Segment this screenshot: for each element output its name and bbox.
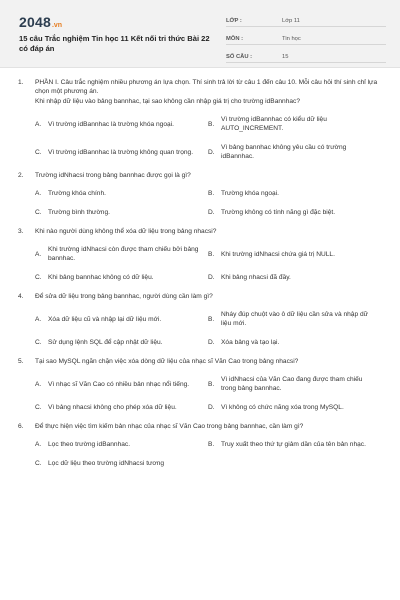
answer-option[interactable] [35,245,208,263]
option-letter: A. [35,250,42,258]
option-text: Vì bảng nhacsi không cho phép xóa dữ liệu. [48,404,177,411]
logo-number: 2048 [19,14,51,30]
option-letter: A. [35,120,42,128]
meta-value: Tin học [282,36,301,42]
answer-option[interactable] [35,403,208,412]
option-letter: B. [208,441,215,448]
question-text: Tại sao MySQL ngăn chặn việc xóa dòng dữ liệu của nhạc sĩ Văn Cao trong bảng nhacsi? [35,358,299,365]
question-number: 6. [18,423,24,430]
answer-option[interactable] [35,338,208,347]
option-text: Vì idNhacsi của Văn Cao đang được tham chiếu trong bảng bannhac. [221,376,363,392]
answer-options [18,375,384,412]
meta-key: MÔN : [226,36,244,42]
question-text: Để sửa dữ liệu trong bảng bannhac, người dùng cần làm gì? [35,293,213,300]
question-text: Khi nào người dùng không thể xóa dữ liệu trong bảng nhacsi? [35,228,217,235]
answer-options [18,189,384,217]
document-meta [226,13,386,67]
option-letter: A. [35,441,42,448]
answer-option[interactable] [208,143,381,161]
question-item [18,422,384,468]
answer-options [18,115,384,161]
option-text: Khi bảng bannhac không có dữ liệu. [48,274,154,281]
meta-value: Lớp 11 [282,18,300,24]
meta-key: LỚP : [226,18,242,24]
meta-value: 15 [282,54,289,60]
option-text: Vì trường idBannhac là trường khóa ngoại. [48,120,174,128]
option-letter: D. [208,339,215,346]
option-text: Xóa dữ liệu cũ và nhập lại dữ liệu mới. [48,315,162,323]
option-letter: D. [208,274,215,281]
answer-option[interactable] [208,208,381,217]
answer-option[interactable] [208,459,381,468]
option-letter: B. [208,120,215,128]
option-letter: C. [35,209,42,216]
answer-option[interactable] [35,189,208,198]
question-number: 2. [18,172,24,179]
logo-tld: .vn [51,22,63,29]
option-letter: D. [208,148,215,156]
meta-row-count [226,49,386,63]
site-logo[interactable] [19,14,62,32]
answer-option[interactable] [35,310,208,328]
question-item [18,292,384,347]
option-letter: C. [35,339,42,346]
option-text: Xóa bảng và tạo lại. [221,339,280,346]
option-letter: C. [35,460,42,467]
question-list [18,78,384,478]
answer-options [18,440,384,468]
answer-option[interactable] [208,403,381,412]
option-text: Trường khóa ngoại. [221,190,279,197]
option-text: Trường khóa chính. [48,190,106,197]
option-letter: A. [35,315,42,323]
option-letter: A. [35,190,42,197]
question-subtext: Khi nhập dữ liệu vào bảng bannhac, tại sao không cần nhập giá trị cho trường idBannhac? [35,98,300,105]
answer-option[interactable] [35,440,208,449]
option-letter: B. [208,380,215,388]
option-text: Vì trường idBannhac có kiểu dữ liệu AUTO_INCREMENT. [221,116,327,132]
question-number: 1. [18,79,24,86]
question-item [18,227,384,282]
option-letter: A. [35,380,42,388]
option-text: Sử dụng lệnh SQL để cập nhật dữ liệu. [48,339,163,346]
option-text: Vì không có chức năng xóa trong MySQL. [221,404,344,411]
meta-row-subject [226,31,386,45]
question-number: 5. [18,358,24,365]
meta-row-class [226,13,386,27]
question-text: Để thực hiện việc tìm kiếm bản nhạc của nhạc sĩ Văn Cao trong bảng bannhac, cần làm gì? [35,423,304,430]
option-text: Truy xuất theo thứ tự giảm dần của tên bản nhạc. [221,441,366,448]
answer-option[interactable] [35,208,208,217]
question-number: 3. [18,228,24,235]
option-letter: B. [208,315,215,323]
answer-option[interactable] [208,115,381,133]
option-text: Lọc dữ liệu theo trường idNhacsi tương [48,460,165,467]
answer-option[interactable] [208,338,381,347]
answer-option[interactable] [35,273,208,282]
option-text: Vì nhạc sĩ Văn Cao có nhiều bản nhạc nổi tiếng. [48,380,190,388]
document-title: 15 câu Trắc nghiệm Tin học 11 Kết nối tri thức Bài 22 có đáp án [19,34,210,53]
option-text: Vì trường idBannhac là trường không quan trọng. [48,148,194,156]
option-text: Khi trường idNhacsi chứa giá trị NULL. [221,250,335,258]
answer-option[interactable] [208,189,381,198]
option-letter: C. [35,404,42,411]
answer-option[interactable] [208,245,381,263]
option-letter: B. [208,190,215,197]
answer-option[interactable] [35,143,208,161]
option-text: Trường không có tính năng gì đặc biệt. [221,209,336,216]
question-item [18,78,384,161]
question-item [18,171,384,217]
option-letter: D. [208,404,215,411]
option-text: Trường bình thường. [48,209,110,216]
question-item [18,357,384,412]
answer-option[interactable] [35,375,208,393]
option-letter: C. [35,274,42,281]
answer-option[interactable] [208,375,381,393]
option-letter: C. [35,148,42,156]
answer-options [18,245,384,282]
question-number: 4. [18,293,24,300]
answer-option[interactable] [35,115,208,133]
option-letter: B. [208,250,215,258]
answer-options [18,310,384,347]
option-text: Khi trường idNhacsi còn được tham chiếu bởi bảng bannhac. [48,246,199,262]
answer-option[interactable] [35,459,208,468]
option-letter: D. [208,209,215,216]
answer-option[interactable] [208,273,381,282]
answer-option[interactable] [208,310,381,328]
option-text: Khi bảng nhacsi đã đầy. [221,274,291,281]
option-text: Lọc theo trường idBannhac. [48,441,131,448]
question-text: Trường idNhacsi trong bảng bannhac được gọi là gì? [35,172,191,179]
option-text: Nháy đúp chuột vào ô dữ liệu cần sửa và nhập dữ liệu mới. [221,311,369,327]
answer-option[interactable] [208,440,381,449]
option-text: Vì bảng bannhac không yêu cầu có trường idBannhac. [221,144,347,160]
page-header [0,0,400,68]
meta-key: SỐ CÂU : [226,54,253,60]
question-text: PHẦN I. Câu trắc nghiệm nhiều phương án lựa chọn. Thí sinh trả lời từ câu 1 đến câu 10. Mỗi câu hỏi thí sinh chỉ lựa chọn một phương án. [35,79,378,95]
